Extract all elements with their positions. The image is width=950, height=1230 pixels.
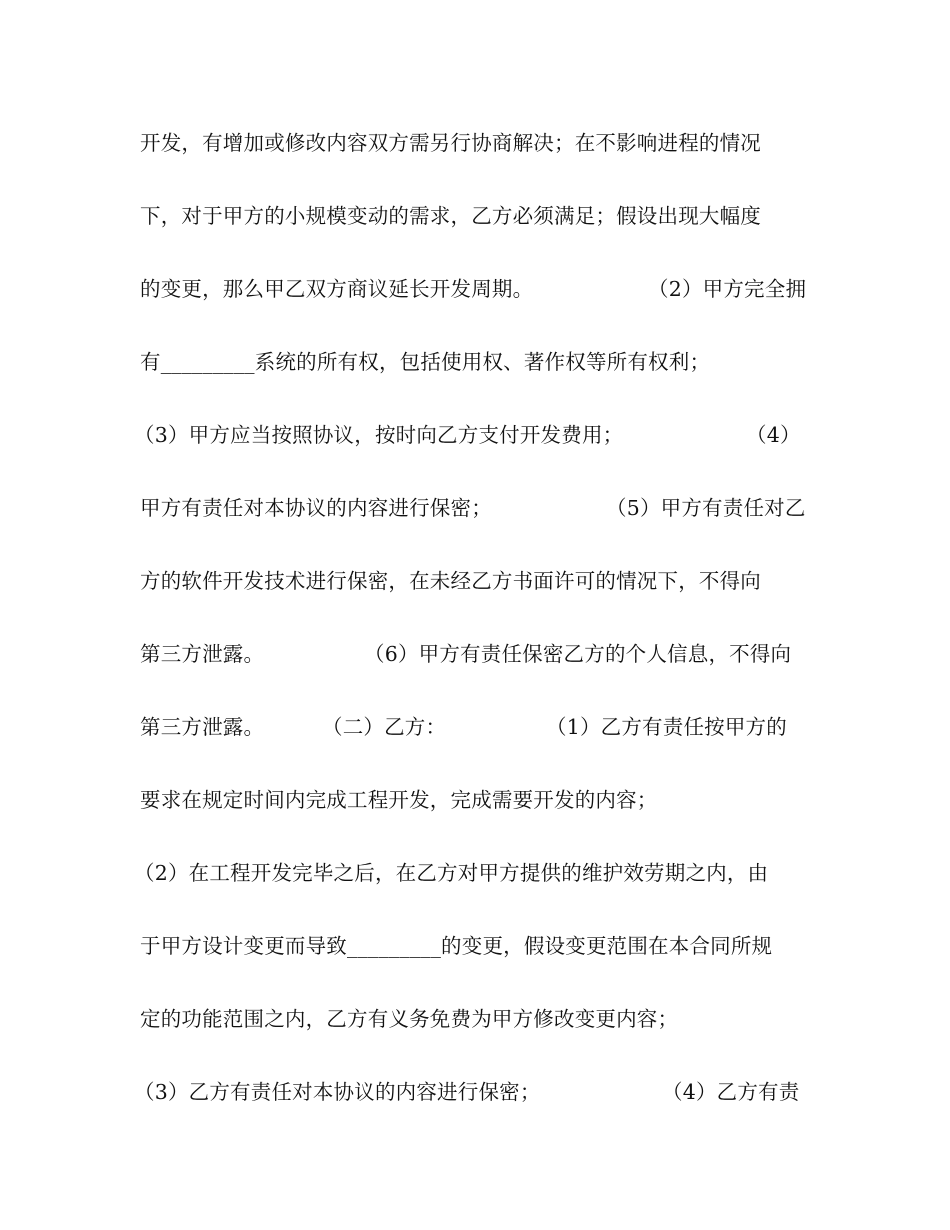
text-segment: 要求在规定时间内完成工程开发，完成需要开发的内容； xyxy=(140,788,658,812)
text-line xyxy=(140,345,820,379)
text-line xyxy=(140,710,820,744)
text-segment: （4）乙方有责 xyxy=(662,1080,800,1104)
text-segment: 定的功能范围之内，乙方有义务免费为甲方修改变更内容； xyxy=(140,1007,679,1031)
text-segment: 方的软件开发技术进行保密，在未经乙方书面许可的情况下，不得向 xyxy=(140,569,761,593)
text-segment: 第三方泄露。 xyxy=(140,715,265,739)
text-line xyxy=(134,418,820,452)
text-line xyxy=(134,856,820,890)
text-segment: （4） xyxy=(746,423,801,447)
text-segment: 第三方泄露。 xyxy=(140,642,265,666)
text-segment: 甲方有责任对本协议的内容进行保密； xyxy=(140,496,492,520)
text-segment: （6）甲方有责任保密乙方的个人信息，不得向 xyxy=(364,642,792,666)
text-segment: 有_________系统的所有权，包括使用权、著作权等所有权利； xyxy=(140,350,711,374)
text-segment: 下，对于甲方的小规模变动的需求，乙方必须满足；假设出现大幅度 xyxy=(140,204,761,228)
text-line xyxy=(140,929,820,963)
text-segment: （3）甲方应当按照协议，按时向乙方支付开发费用； xyxy=(134,423,624,447)
text-line xyxy=(140,272,820,306)
text-line xyxy=(140,199,820,233)
text-segment: （2）在工程开发完毕之后，在乙方对甲方提供的维护效劳期之内，由 xyxy=(134,861,769,885)
text-line xyxy=(140,491,820,525)
text-line xyxy=(140,1002,820,1036)
text-line xyxy=(140,783,820,817)
text-segment: （2）甲方完全拥 xyxy=(648,277,807,301)
text-segment: 开发，有增加或修改内容双方需另行协商解决；在不影响进程的情况 xyxy=(140,131,761,155)
text-segment: 于甲方设计变更而导致_________的变更，假设变更范围在本合同所规 xyxy=(140,934,773,958)
text-line xyxy=(140,637,820,671)
text-segment: （1）乙方有责任按甲方的 xyxy=(546,715,787,739)
text-line xyxy=(134,1075,820,1109)
text-segment: （二）乙方： xyxy=(322,715,447,739)
text-line xyxy=(140,126,820,160)
text-segment: （5）甲方有责任对乙 xyxy=(606,496,806,520)
text-segment: （3）乙方有责任对本协议的内容进行保密； xyxy=(134,1080,541,1104)
text-segment: 的变更，那么甲乙双方商议延长开发周期。 xyxy=(140,277,534,301)
text-line xyxy=(140,564,820,598)
